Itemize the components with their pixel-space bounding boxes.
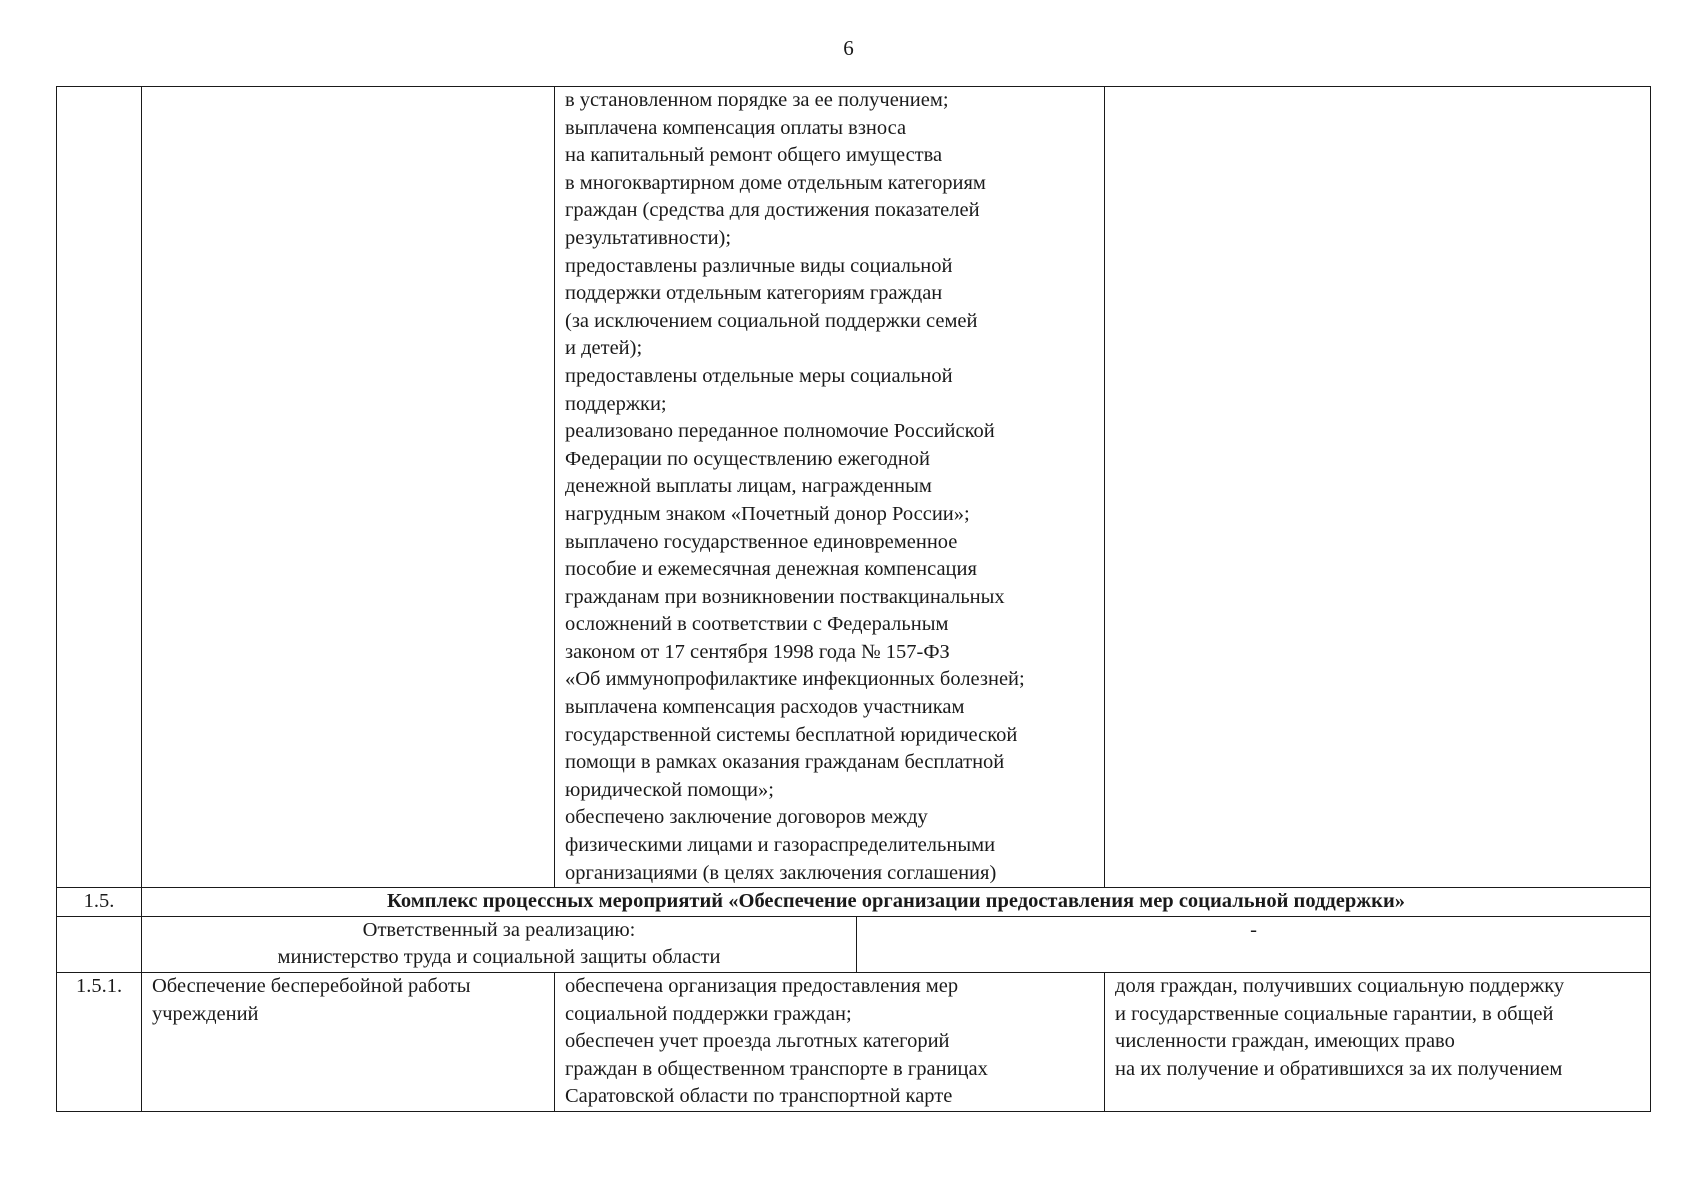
task-cell: Обеспечение бесперебойной работы учреждений (142, 973, 555, 1112)
measures-table (56, 86, 1651, 1112)
indicator-cell (1105, 87, 1651, 888)
results-cell: обеспечена организация предоставления мер социальной поддержки граждан; обеспечен учет проезда льготных категорий граждан в общественном транспорте в границах Саратовской области по транспортной карте (555, 973, 1105, 1112)
continuation-row (57, 87, 1651, 888)
responsible-label: Ответственный за реализацию: министерство труда и социальной защиты области (142, 916, 857, 972)
indicator-cell: доля граждан, получивших социальную поддержку и государственные социальные гарантии, в общей численности граждан, имеющих право на их получение и обратившихся за их получением (1105, 973, 1651, 1112)
section-title: Комплекс процессных мероприятий «Обеспечение организации предоставления мер социальной поддержки» (142, 888, 1651, 917)
results-cell: в установленном порядке за ее получением; выплачена компенсация оплаты взноса на капитальный ремонт общего имущества в многоквартирном доме отдельным категориям граждан (средства для достижения показателей результативности); предоставлены различные виды социальной поддержки отдельным категориям граждан (за исключением социальной поддержки семей и детей); предоставлены отдельные меры социальной поддержки; реализовано переданное полномочие Российской Федерации по осуществлению ежегодной денежной выплаты лицам, награжденным нагрудным знаком «Почетный донор России»; выплачено государственное единовременное пособие и ежемесячная денежная компенсация гражданам при возникновении поствакцинальных осложнений в соответствии с Федеральным законом от 17 сентября 1998 года № 157-ФЗ «Об иммунопрофилактике инфекционных болезней; выплачена компенсация расходов участникам государственной системы бесплатной юридической помощи в рамках оказания гражданам бесплатной юридической помощи»; обеспечено заключение договоров между физическими лицами и газораспределительными организациями (в целях заключения соглашения) (555, 87, 1105, 888)
page-number: 6 (843, 36, 854, 60)
task-cell (142, 87, 555, 888)
responsible-value: - (857, 916, 1651, 972)
table-row (57, 973, 1651, 1112)
section-header-row (57, 888, 1651, 917)
row-number-cell (57, 87, 142, 888)
responsible-number-cell (57, 916, 142, 972)
responsible-row (57, 916, 1651, 972)
row-number-cell: 1.5.1. (57, 973, 142, 1112)
section-number: 1.5. (57, 888, 142, 917)
